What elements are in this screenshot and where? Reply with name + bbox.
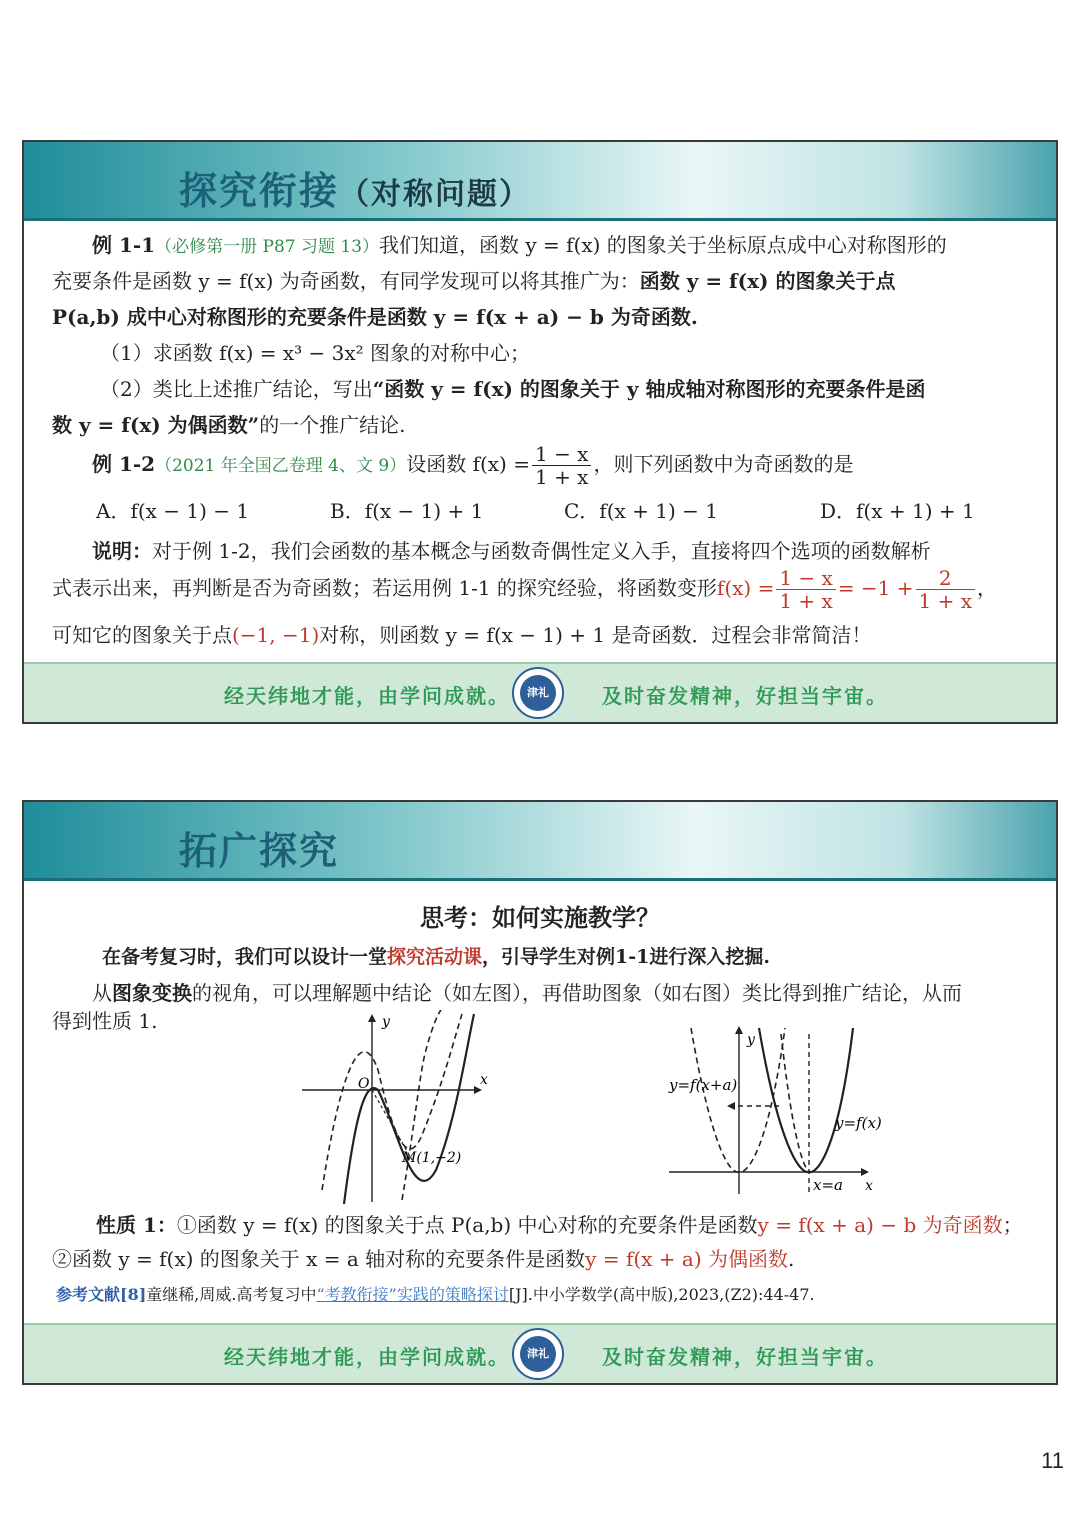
option-b: B．f(x − 1) + 1	[330, 499, 484, 523]
slide-header	[24, 142, 1056, 221]
option-a: A．f(x − 1) − 1	[96, 499, 250, 523]
right-graph	[639, 1024, 889, 1204]
left-solid-curve	[344, 1014, 474, 1204]
left-x-label: x	[480, 1072, 488, 1088]
left-origin-label: O	[358, 1076, 370, 1092]
right-y-label: y	[747, 1032, 755, 1048]
slide-symmetry-problem	[22, 140, 1058, 724]
paragraph-2-line-1: 从图象变换的视角，可以理解题中结论（如左图），再借助图象（如右图）类比得到推广结论，从而	[92, 981, 962, 1005]
left-point-label: M(1,−2)	[402, 1150, 462, 1166]
note-line-1: 说明：对于例 1-2，我们会函数的基本概念与函数奇偶性定义入手，直接将四个选项的函数解析	[92, 539, 931, 563]
footer-motto-right: 及时奋发精神，好担当宇宙。	[602, 1345, 888, 1369]
slide-subtitle: （对称问题）	[339, 177, 532, 212]
question-2-line-1: （2）类比上述推广结论，写出“函数 y = f(x) 的图象关于 y 轴成轴对称图形的充要条件是函	[100, 377, 926, 401]
note-fraction-1: $\frac{1 - x}{1 + x}$	[776, 567, 835, 612]
left-y-arrow-icon	[368, 1014, 376, 1022]
school-seal-icon: 津礼	[512, 1328, 564, 1380]
school-seal-icon: 津礼	[512, 667, 564, 719]
slide-title: 拓广探究	[179, 828, 340, 873]
note-fraction-2: $\frac{2}{1 + x}$	[916, 567, 975, 612]
footer-motto-left: 经天纬地才能，由学问成就。	[224, 1345, 510, 1369]
slide-title: 探究衔接（对称问题）	[179, 168, 532, 213]
right-x-label: x	[865, 1178, 873, 1194]
right-axis-label: x=a	[813, 1176, 843, 1194]
footer-motto-left: 经天纬地才能，由学问成就。	[224, 684, 510, 708]
question-2-line-2: 数 y = f(x) 为偶函数”的一个推广结论.	[52, 413, 406, 437]
right-y-arrow-icon	[735, 1026, 743, 1034]
example-1-2: 例 1-2（2021 年全国乙卷理 4、文 9）设函数 f(x) = $\frac{1 - x}{1 + x}$ ，则下列函数中为奇函数的是	[92, 442, 854, 489]
property-line-1: 性质 1：①函数 y = f(x) 的图象关于点 P(a,b) 中心对称的充要条件是函数y = f(x + a) − b 为奇函数；	[96, 1213, 1023, 1237]
think-heading: 思考：如何实施教学？	[420, 903, 660, 932]
paragraph-1: 在备考复习时，我们可以设计一堂探究活动课，引导学生对例1-1进行深入挖掘.	[102, 946, 770, 968]
slide-footer	[24, 1323, 1056, 1383]
slide-footer	[24, 662, 1056, 722]
right-curve-label: y=f(x)	[835, 1114, 882, 1132]
left-graph	[294, 1010, 504, 1210]
note-line-3: 可知它的图象关于点(−1, −1)对称，则函数 y = f(x − 1) + 1 是奇函数．过程会非常简洁！	[52, 623, 872, 647]
reference-link[interactable]: “考教衔接”实践的策略探讨	[316, 1285, 509, 1304]
example-1-1-line-3: P(a,b) 成中心对称图形的充要条件是函数 y = f(x + a) − b 为奇函数.	[52, 305, 698, 329]
example-1-1-line-1: 例 1-1（必修第一册 P87 习题 13）我们知道，函数 y = f(x) 的图象关于坐标原点成中心对称图形的	[92, 233, 947, 257]
ex2-fraction: $\frac{1 - x}{1 + x}$	[532, 443, 591, 488]
left-dashed-curve-2	[402, 1010, 444, 1200]
paragraph-2-line-2: 得到性质 1.	[52, 1009, 158, 1033]
footer-motto-right: 及时奋发精神，好担当宇宙。	[602, 684, 888, 708]
right-shift-arrow-icon	[727, 1102, 735, 1110]
slide-header	[24, 802, 1056, 881]
right-x-arrow-icon	[861, 1168, 869, 1176]
note-line-2: 式表示出来，再判断是否为奇函数；若运用例 1-1 的探究经验，将函数变形f(x) = $\frac{1 - x}{1 + x}$ = −1 + $\frac{2}{1 + x}$ ，	[52, 566, 998, 613]
right-shift-label: y=f(x+a)	[669, 1076, 738, 1094]
reference: 参考文献[8]童继稀,周威.高考复习中“考教衔接”实践的策略探讨[J].中小学数学(高中版),2023,(Z2):44-47.	[56, 1285, 815, 1304]
question-1: （1）求函数 f(x) = x³ − 3x² 图象的对称中心；	[100, 341, 530, 365]
page-number: 11	[1041, 1448, 1064, 1473]
example-1-1-line-2: 充要条件是函数 y = f(x) 为奇函数，有同学发现可以将其推广为：函数 y = f(x) 的图象关于点	[52, 269, 896, 293]
slide-extended-exploration	[22, 800, 1058, 1385]
left-y-label: y	[382, 1014, 390, 1030]
option-c: C．f(x + 1) − 1	[564, 499, 718, 523]
right-solid-curve	[759, 1028, 853, 1172]
property-line-2: ②函数 y = f(x) 的图象关于 x = a 轴对称的充要条件是函数y = f(x + a) 为偶函数.	[52, 1247, 795, 1271]
option-d: D．f(x + 1) + 1	[820, 499, 975, 523]
right-dashed-curve-2	[781, 1034, 809, 1172]
right-dashed-curve-1	[691, 1028, 785, 1172]
